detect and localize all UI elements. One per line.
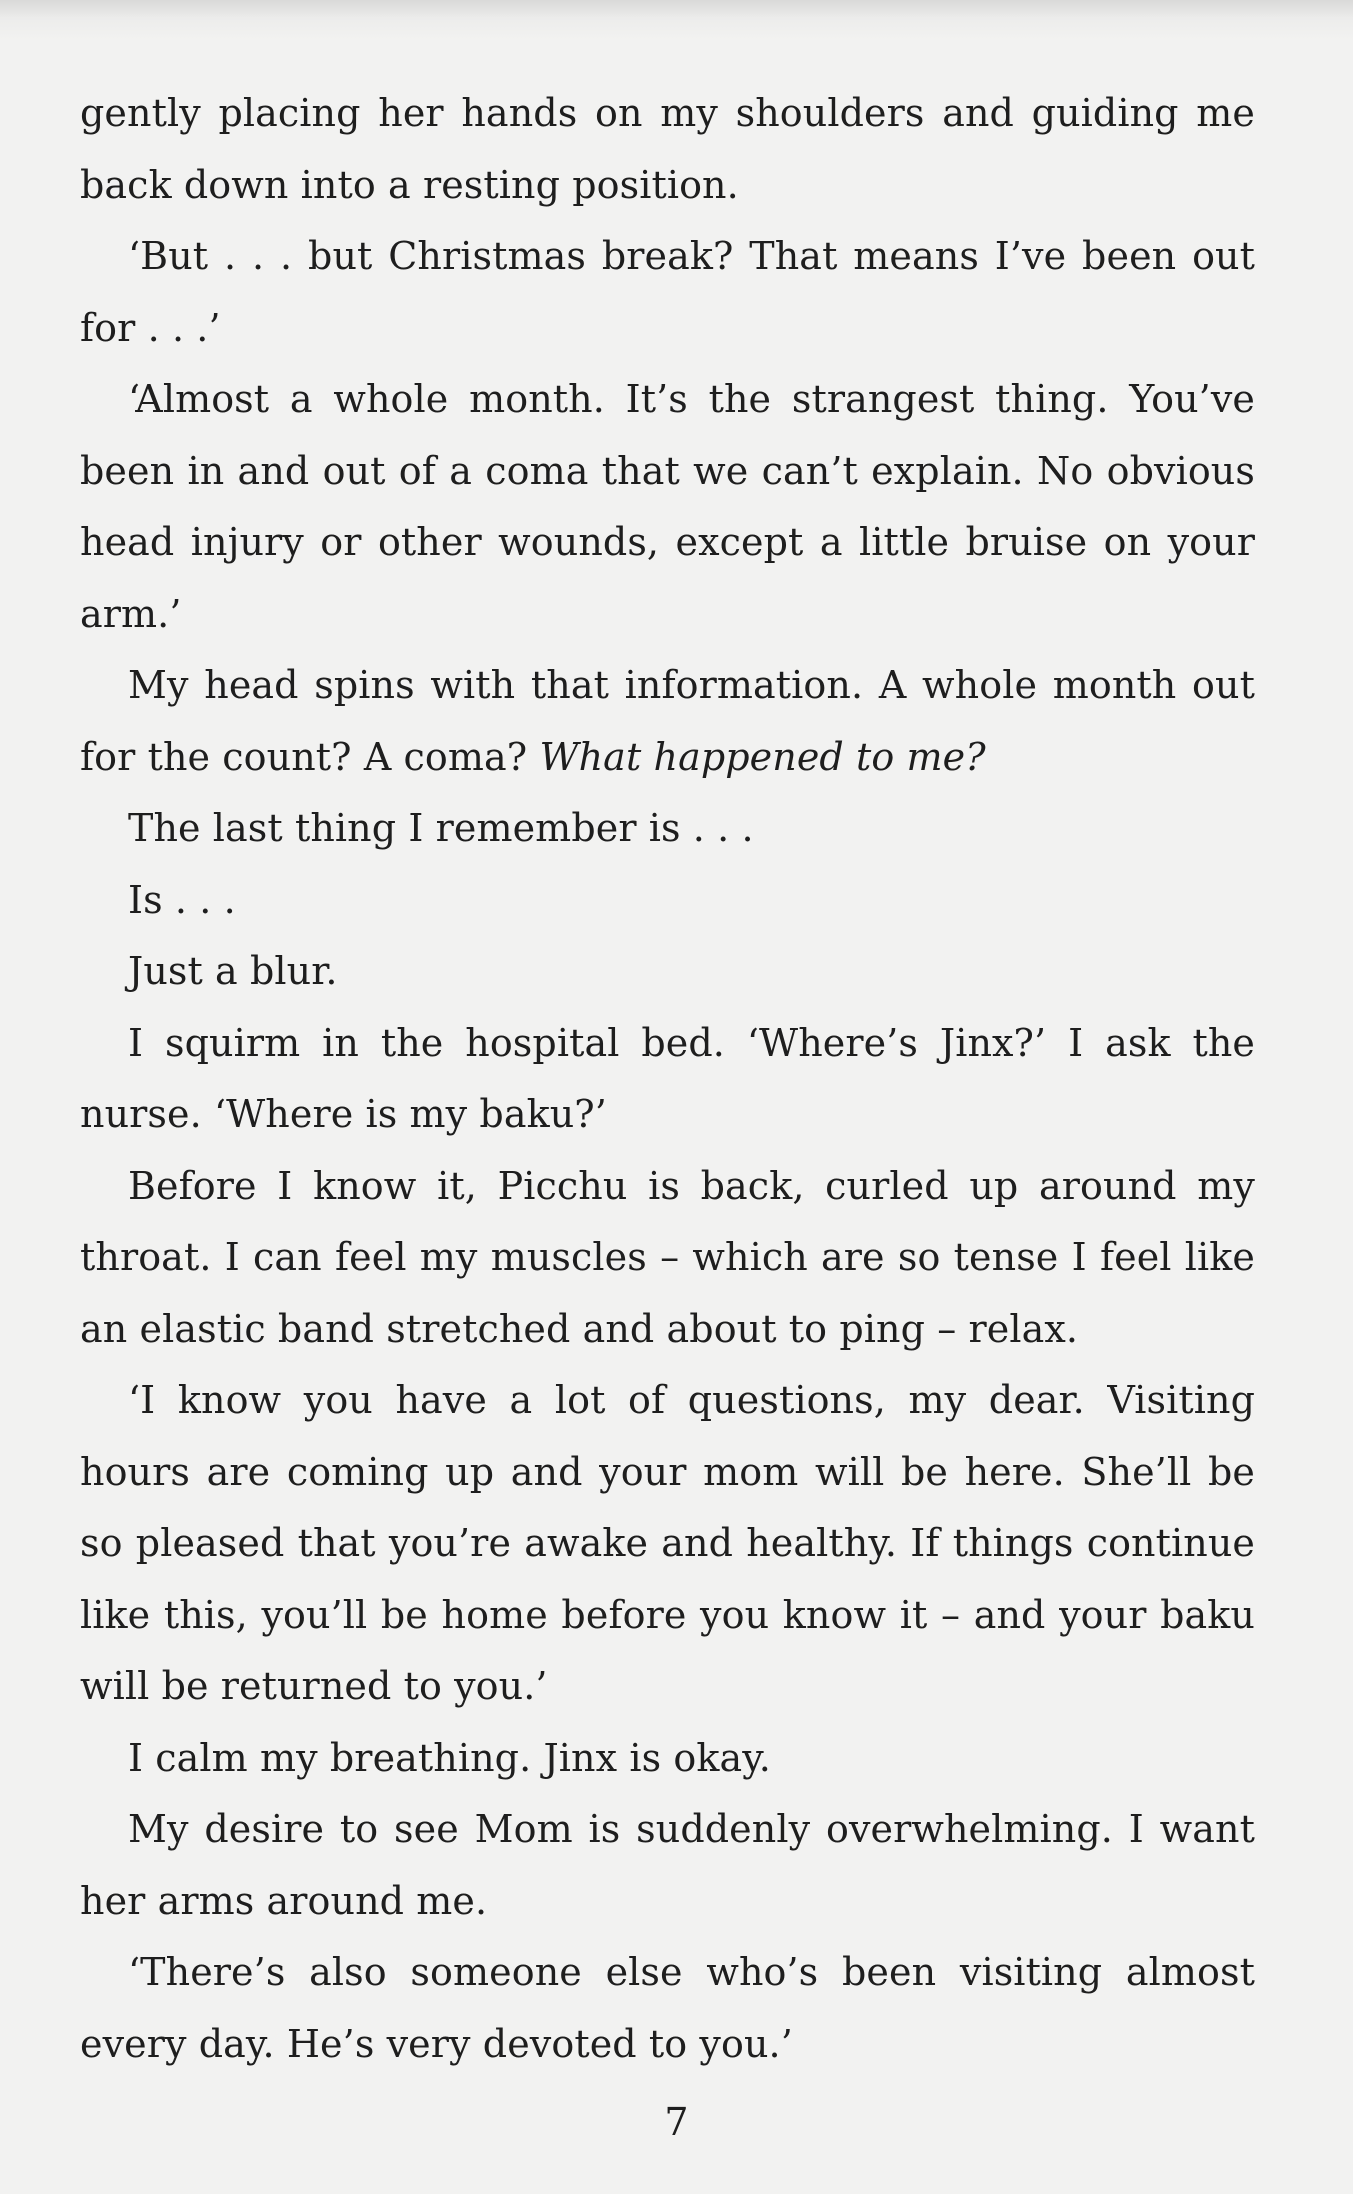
body-text (80, 78, 1255, 2080)
paragraph-11: I calm my breathing. Jinx is okay. (128, 1735, 771, 1780)
paragraph-6: Is . . . (128, 877, 236, 922)
paragraph-9: Before I know it, Picchu is back, curled up around my throat. I can feel my muscles – which are so tense I feel like an elastic band stretched and about to ping – relax. (80, 1163, 1255, 1351)
paragraph-13: ‘There’s also someone else who’s been visiting almost every day. He’s very devoted to you.’ (80, 1950, 1255, 2066)
paragraph-2: ‘But . . . but Christmas break? That means I’ve been out for . . .’ (80, 234, 1255, 350)
paragraph-8: I squirm in the hospital bed. ‘Where’s Jinx?’ I ask the nurse. ‘Where is my baku?’ (80, 1020, 1255, 1136)
paragraph-10: ‘I know you have a lot of questions, my dear. Visiting hours are coming up and your mom will be here. She’ll be so pleased that you’re awake and healthy. If things continue like this, you’ll be home before you know it – and your baku will be returned to you.’ (80, 1378, 1255, 1708)
paragraph-4 (80, 650, 1255, 793)
paragraph-7: Just a blur. (128, 949, 338, 993)
page-number: 7 (664, 2100, 689, 2144)
paragraph-4-italic: What happened to me? (539, 734, 986, 779)
paragraph-1: gently placing her hands on my shoulders and guiding me back down into a resting position. (80, 91, 1255, 207)
paragraph-5: The last thing I remember is . . . (128, 806, 754, 850)
paragraph-3: ‘Almost a whole month. It’s the strangest thing. You’ve been in and out of a coma that we can’t explain. No obvious head injury or other wounds, except a little bruise on your arm.’ (80, 377, 1255, 636)
paragraph-12: My desire to see Mom is suddenly overwhelming. I want her arms around me. (80, 1807, 1255, 1923)
paragraph-4-text: My head spins with that information. A whole month out for the count? A coma? (80, 663, 1255, 779)
